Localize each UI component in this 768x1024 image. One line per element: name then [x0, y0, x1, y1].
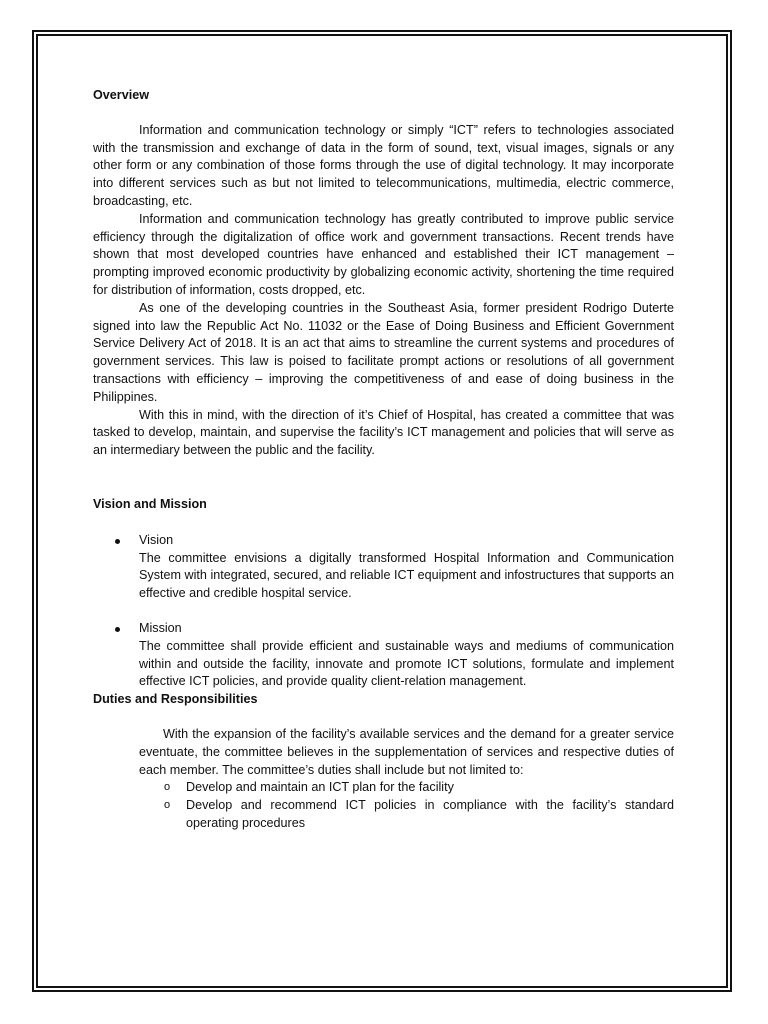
mission-title: Mission — [139, 620, 182, 635]
duties-intro: With the expansion of the facility’s available services and the demand for a greater service eventuate, the committee believes in the supplementation of services and respective duties of each member. The committee’s duties shall include but not limited to: — [139, 726, 674, 777]
overview-paragraph: As one of the developing countries in the Southeast Asia, former president Rodrigo Duterte signed into law the Republic Act No. 11032 or the Ease of Doing Business and Efficient Government Service Delivery Act of 2018. It is an act that aims to streamline the current systems and procedures of government services. This law is poised to facilitate prompt actions or resolutions of all government transactions with efficiency – improving the competitiveness of and ease of doing business in the Philippines. — [93, 300, 674, 404]
duty-item — [164, 797, 674, 833]
circle-bullet-icon: o — [164, 781, 171, 794]
document-body — [93, 87, 674, 833]
duty-item — [164, 779, 674, 797]
vision-item — [139, 532, 674, 603]
vision-text: The committee envisions a digitally transformed Hospital Information and Communication System with integrated, secured, and reliable ICT equipment and infostructures that supports an effective and credible hospital service. — [139, 550, 674, 601]
bullet-icon — [115, 627, 120, 632]
mission-text: The committee shall provide efficient and sustainable ways and mediums of communication within and outside the facility, innovate and promote ICT solutions, formulate and implement effective ICT policies, and provide quality client-relation management. — [139, 638, 674, 689]
vision-mission-list — [93, 532, 674, 691]
duties-heading: Duties and Responsibilities — [93, 692, 258, 707]
bullet-icon — [115, 539, 120, 544]
overview-heading: Overview — [93, 88, 150, 102]
overview-paragraph: Information and communication technology or simply “ICT” refers to technologies associated with the transmission and exchange of data in the form of sound, text, visual images, signals or any other form or any combination of those forms through the use of digital technology. It may incorporate into different services such as but not limited to telecommunications, multimedia, electric commerce, broadcasting, etc. — [93, 122, 674, 208]
duties-list — [139, 779, 674, 832]
vision-mission-heading: Vision and Mission — [93, 496, 207, 511]
circle-bullet-icon: o — [164, 799, 171, 812]
duty-text: Develop and recommend ICT policies in compliance with the facility’s standard operating procedures — [186, 798, 674, 830]
vision-title: Vision — [139, 532, 174, 547]
duty-text: Develop and maintain an ICT plan for the facility — [186, 780, 454, 795]
duties-section — [93, 726, 674, 833]
overview-paragraph: Information and communication technology has greatly contributed to improve public service efficiency through the digitalization of office work and government transactions. Recent trends have shown that most developed countries have enhanced and established their ICT management – prompting improved economic productivity by globalizing economic activity, shortening the time required for distribution of information, costs dropped, etc. — [93, 211, 674, 297]
overview-paragraph: With this in mind, with the direction of it’s Chief of Hospital, has created a committee that was tasked to develop, maintain, and supervise the facility’s ICT management and policies that will serve as an intermediary between the public and the facility. — [93, 407, 674, 458]
mission-item — [139, 620, 674, 691]
